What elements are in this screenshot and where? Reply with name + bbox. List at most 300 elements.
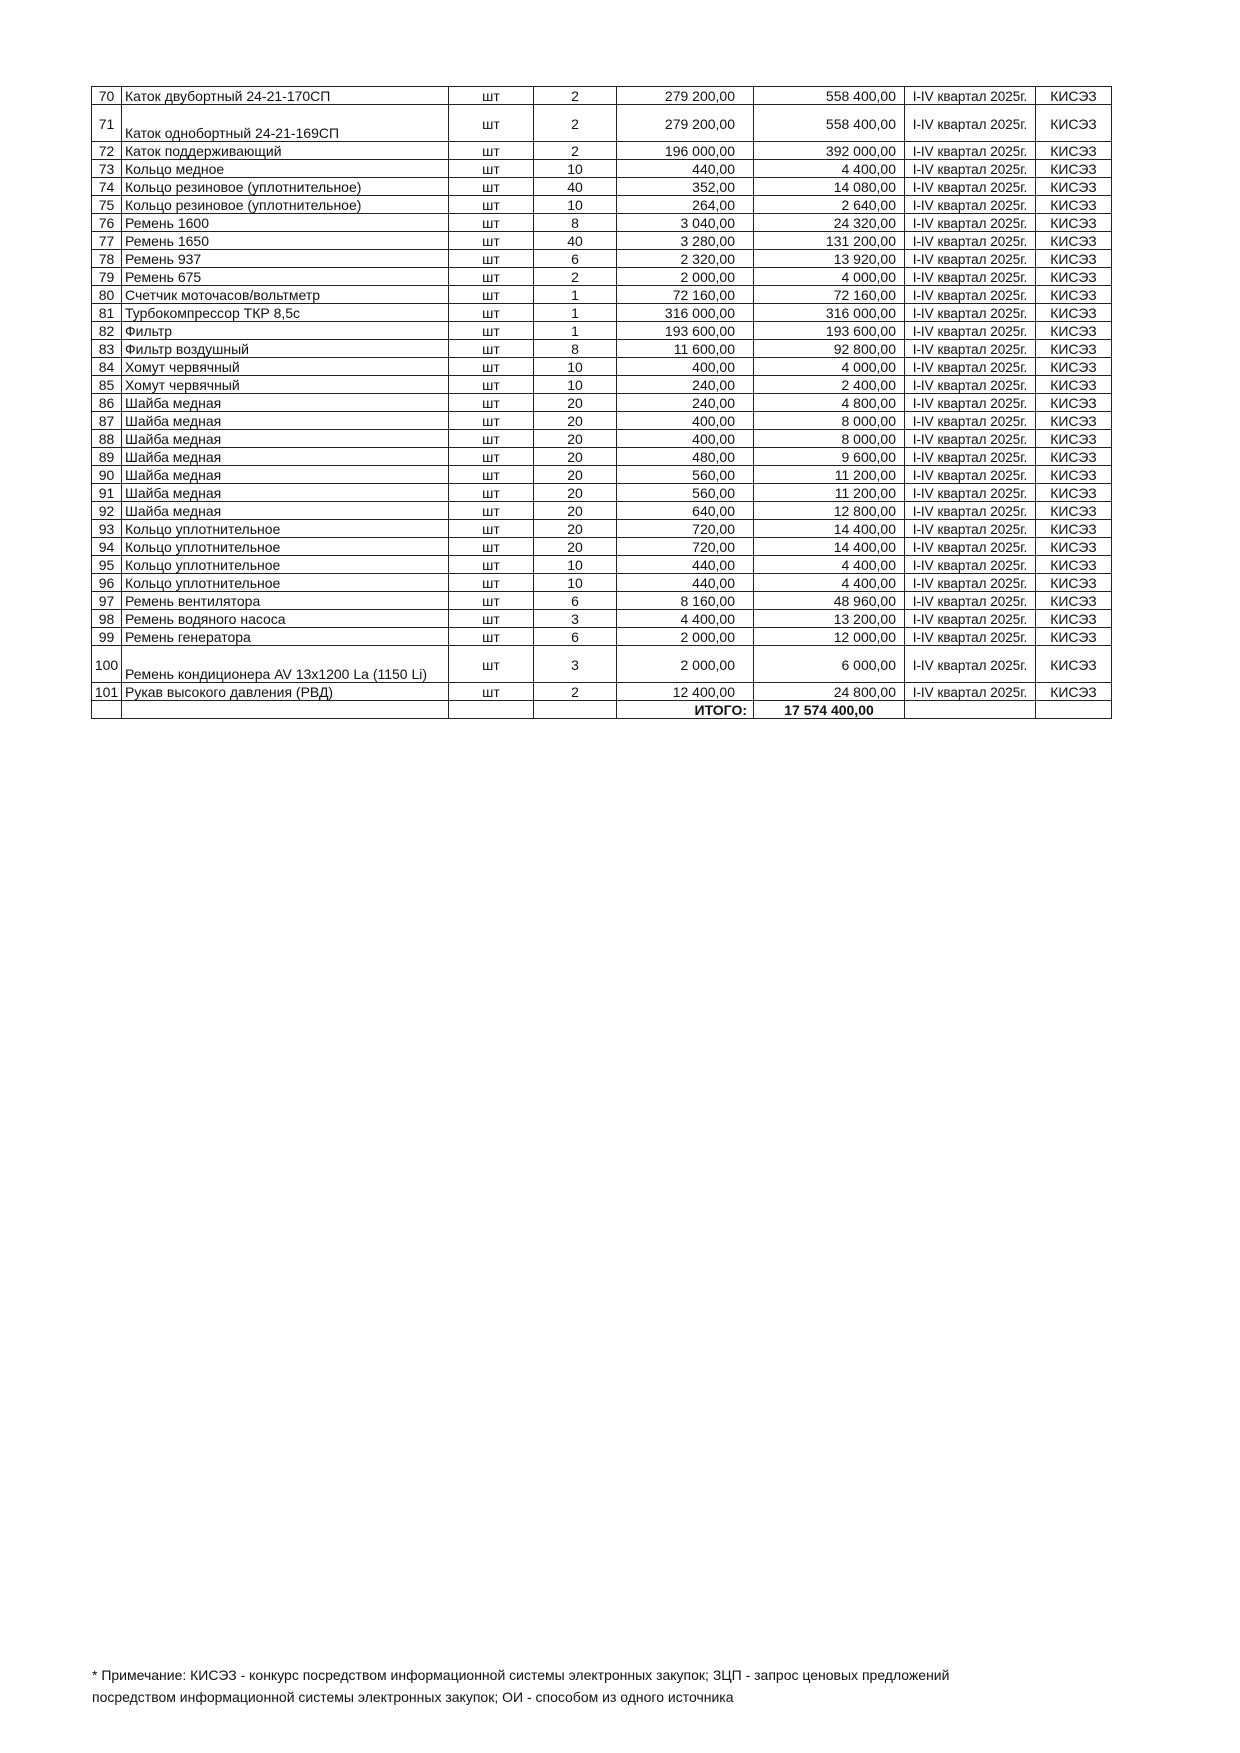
total-amount-cell: 193 600,00 xyxy=(754,322,905,340)
quantity-cell: 40 xyxy=(534,232,617,250)
table-row xyxy=(92,448,1112,466)
row-number-cell: 84 xyxy=(92,358,122,376)
procurement-method-cell: КИСЭЗ xyxy=(1036,502,1112,520)
item-name-cell: Шайба медная xyxy=(122,394,449,412)
table-row xyxy=(92,520,1112,538)
unit-cell: шт xyxy=(449,610,534,628)
table-row xyxy=(92,502,1112,520)
procurement-method-cell: КИСЭЗ xyxy=(1036,466,1112,484)
quantity-cell: 20 xyxy=(534,520,617,538)
item-name-cell: Фильтр xyxy=(122,322,449,340)
table-row xyxy=(92,628,1112,646)
row-number-cell: 83 xyxy=(92,340,122,358)
item-name-cell: Ремень 1650 xyxy=(122,232,449,250)
total-amount-cell: 14 080,00 xyxy=(754,178,905,196)
unit-price-cell: 400,00 xyxy=(617,430,754,448)
unit-price-cell: 196 000,00 xyxy=(617,142,754,160)
delivery-period-cell: I-IV квартал 2025г. xyxy=(905,394,1036,412)
table-row xyxy=(92,232,1112,250)
procurement-method-cell: КИСЭЗ xyxy=(1036,448,1112,466)
delivery-period-cell: I-IV квартал 2025г. xyxy=(905,592,1036,610)
quantity-cell: 1 xyxy=(534,304,617,322)
quantity-cell: 20 xyxy=(534,538,617,556)
row-number-cell: 82 xyxy=(92,322,122,340)
procurement-method-cell: КИСЭЗ xyxy=(1036,196,1112,214)
item-name-cell: Ремень 937 xyxy=(122,250,449,268)
unit-cell: шт xyxy=(449,628,534,646)
table-row xyxy=(92,250,1112,268)
item-name-cell: Кольцо резиновое (уплотнительное) xyxy=(122,196,449,214)
row-number-cell: 96 xyxy=(92,574,122,592)
quantity-cell: 2 xyxy=(534,142,617,160)
item-name-cell: Ремень 1600 xyxy=(122,214,449,232)
item-name-cell: Шайба медная xyxy=(122,430,449,448)
procurement-method-cell: КИСЭЗ xyxy=(1036,232,1112,250)
procurement-method-cell: КИСЭЗ xyxy=(1036,592,1112,610)
unit-price-cell: 440,00 xyxy=(617,160,754,178)
unit-cell: шт xyxy=(449,592,534,610)
total-amount-cell: 4 400,00 xyxy=(754,160,905,178)
quantity-cell: 8 xyxy=(534,340,617,358)
delivery-period-cell: I-IV квартал 2025г. xyxy=(905,646,1036,683)
total-amount-cell: 558 400,00 xyxy=(754,105,905,142)
procurement-method-cell: КИСЭЗ xyxy=(1036,250,1112,268)
procurement-method-cell: КИСЭЗ xyxy=(1036,628,1112,646)
row-number-cell: 92 xyxy=(92,502,122,520)
row-number-cell: 75 xyxy=(92,196,122,214)
unit-price-cell: 316 000,00 xyxy=(617,304,754,322)
unit-cell: шт xyxy=(449,376,534,394)
total-amount-cell: 392 000,00 xyxy=(754,142,905,160)
item-name-cell: Хомут червячный xyxy=(122,376,449,394)
unit-cell: шт xyxy=(449,196,534,214)
total-amount-cell: 13 920,00 xyxy=(754,250,905,268)
item-name-cell: Хомут червячный xyxy=(122,358,449,376)
procurement-method-cell: КИСЭЗ xyxy=(1036,683,1112,701)
row-number-cell: 74 xyxy=(92,178,122,196)
unit-price-cell: 720,00 xyxy=(617,538,754,556)
table-row xyxy=(92,304,1112,322)
unit-cell: шт xyxy=(449,448,534,466)
unit-price-cell: 2 320,00 xyxy=(617,250,754,268)
unit-cell: шт xyxy=(449,520,534,538)
unit-cell: шт xyxy=(449,430,534,448)
delivery-period-cell: I-IV квартал 2025г. xyxy=(905,105,1036,142)
total-amount-cell: 4 800,00 xyxy=(754,394,905,412)
unit-price-cell: 3 280,00 xyxy=(617,232,754,250)
table-row xyxy=(92,466,1112,484)
row-number-cell: 70 xyxy=(92,87,122,105)
table-row xyxy=(92,178,1112,196)
quantity-cell: 10 xyxy=(534,358,617,376)
item-name-cell: Кольцо медное xyxy=(122,160,449,178)
unit-price-cell: 2 000,00 xyxy=(617,268,754,286)
table-row xyxy=(92,574,1112,592)
row-number-cell: 72 xyxy=(92,142,122,160)
table-row xyxy=(92,683,1112,701)
unit-cell: шт xyxy=(449,683,534,701)
procurement-method-cell: КИСЭЗ xyxy=(1036,304,1112,322)
total-amount-cell: 2 400,00 xyxy=(754,376,905,394)
delivery-period-cell: I-IV квартал 2025г. xyxy=(905,214,1036,232)
delivery-period-cell: I-IV квартал 2025г. xyxy=(905,556,1036,574)
table-row xyxy=(92,142,1112,160)
delivery-period-cell: I-IV квартал 2025г. xyxy=(905,448,1036,466)
unit-price-cell: 440,00 xyxy=(617,574,754,592)
unit-price-cell: 2 000,00 xyxy=(617,628,754,646)
total-amount-cell: 24 320,00 xyxy=(754,214,905,232)
delivery-period-cell: I-IV квартал 2025г. xyxy=(905,196,1036,214)
quantity-cell: 20 xyxy=(534,412,617,430)
row-number-cell: 91 xyxy=(92,484,122,502)
unit-cell: шт xyxy=(449,232,534,250)
unit-cell: шт xyxy=(449,304,534,322)
table-row xyxy=(92,340,1112,358)
item-name-cell: Кольцо уплотнительное xyxy=(122,556,449,574)
total-amount-cell: 92 800,00 xyxy=(754,340,905,358)
unit-cell: шт xyxy=(449,142,534,160)
blank-cell xyxy=(122,701,449,719)
item-name-cell: Шайба медная xyxy=(122,412,449,430)
quantity-cell: 8 xyxy=(534,214,617,232)
blank-cell xyxy=(905,701,1036,719)
delivery-period-cell: I-IV квартал 2025г. xyxy=(905,683,1036,701)
quantity-cell: 10 xyxy=(534,196,617,214)
quantity-cell: 3 xyxy=(534,610,617,628)
unit-price-cell: 3 040,00 xyxy=(617,214,754,232)
table-row xyxy=(92,538,1112,556)
item-name-cell: Шайба медная xyxy=(122,502,449,520)
row-number-cell: 89 xyxy=(92,448,122,466)
quantity-cell: 10 xyxy=(534,160,617,178)
item-name-cell: Шайба медная xyxy=(122,484,449,502)
item-name-cell: Счетчик моточасов/вольтметр xyxy=(122,286,449,304)
quantity-cell: 20 xyxy=(534,502,617,520)
delivery-period-cell: I-IV квартал 2025г. xyxy=(905,502,1036,520)
table-row xyxy=(92,105,1112,142)
unit-cell: шт xyxy=(449,538,534,556)
delivery-period-cell: I-IV квартал 2025г. xyxy=(905,430,1036,448)
total-amount-cell: 24 800,00 xyxy=(754,683,905,701)
total-amount-cell: 11 200,00 xyxy=(754,484,905,502)
unit-price-cell: 12 400,00 xyxy=(617,683,754,701)
unit-price-cell: 264,00 xyxy=(617,196,754,214)
total-amount-cell: 316 000,00 xyxy=(754,304,905,322)
quantity-cell: 10 xyxy=(534,556,617,574)
unit-cell: шт xyxy=(449,646,534,683)
delivery-period-cell: I-IV квартал 2025г. xyxy=(905,520,1036,538)
unit-price-cell: 240,00 xyxy=(617,394,754,412)
delivery-period-cell: I-IV квартал 2025г. xyxy=(905,142,1036,160)
table-row xyxy=(92,556,1112,574)
row-number-cell: 95 xyxy=(92,556,122,574)
table-row xyxy=(92,286,1112,304)
item-name-cell: Рукав высокого давления (РВД) xyxy=(122,683,449,701)
unit-price-cell: 279 200,00 xyxy=(617,105,754,142)
item-name-cell: Кольцо уплотнительное xyxy=(122,574,449,592)
row-number-cell: 100 xyxy=(92,646,122,683)
delivery-period-cell: I-IV квартал 2025г. xyxy=(905,322,1036,340)
total-value: 17 574 400,00 xyxy=(754,701,905,719)
row-number-cell: 77 xyxy=(92,232,122,250)
table-row xyxy=(92,592,1112,610)
procurement-method-cell: КИСЭЗ xyxy=(1036,214,1112,232)
quantity-cell: 2 xyxy=(534,105,617,142)
unit-price-cell: 240,00 xyxy=(617,376,754,394)
unit-price-cell: 279 200,00 xyxy=(617,87,754,105)
procurement-method-cell: КИСЭЗ xyxy=(1036,394,1112,412)
row-number-cell: 80 xyxy=(92,286,122,304)
table-row xyxy=(92,196,1112,214)
unit-cell: шт xyxy=(449,340,534,358)
delivery-period-cell: I-IV квартал 2025г. xyxy=(905,538,1036,556)
row-number-cell: 88 xyxy=(92,430,122,448)
unit-cell: шт xyxy=(449,394,534,412)
item-name-cell: Ремень кондиционера AV 13x1200 La (1150 Li) xyxy=(122,646,449,683)
table-row xyxy=(92,646,1112,683)
item-name-cell: Шайба медная xyxy=(122,448,449,466)
quantity-cell: 20 xyxy=(534,466,617,484)
procurement-method-cell: КИСЭЗ xyxy=(1036,484,1112,502)
procurement-method-cell: КИСЭЗ xyxy=(1036,556,1112,574)
delivery-period-cell: I-IV квартал 2025г. xyxy=(905,232,1036,250)
row-number-cell: 99 xyxy=(92,628,122,646)
procurement-method-cell: КИСЭЗ xyxy=(1036,340,1112,358)
quantity-cell: 20 xyxy=(534,448,617,466)
delivery-period-cell: I-IV квартал 2025г. xyxy=(905,628,1036,646)
total-amount-cell: 4 000,00 xyxy=(754,268,905,286)
item-name-cell: Ремень вентилятора xyxy=(122,592,449,610)
row-number-cell: 78 xyxy=(92,250,122,268)
row-number-cell: 79 xyxy=(92,268,122,286)
procurement-method-cell: КИСЭЗ xyxy=(1036,286,1112,304)
total-amount-cell: 14 400,00 xyxy=(754,520,905,538)
procurement-method-cell: КИСЭЗ xyxy=(1036,610,1112,628)
unit-cell: шт xyxy=(449,214,534,232)
table-row xyxy=(92,87,1112,105)
unit-price-cell: 720,00 xyxy=(617,520,754,538)
item-name-cell: Кольцо резиновое (уплотнительное) xyxy=(122,178,449,196)
row-number-cell: 86 xyxy=(92,394,122,412)
total-amount-cell: 12 000,00 xyxy=(754,628,905,646)
total-amount-cell: 8 000,00 xyxy=(754,430,905,448)
blank-cell xyxy=(92,701,122,719)
row-number-cell: 73 xyxy=(92,160,122,178)
total-amount-cell: 8 000,00 xyxy=(754,412,905,430)
footnote xyxy=(92,1664,1152,1708)
unit-cell: шт xyxy=(449,466,534,484)
procurement-method-cell: КИСЭЗ xyxy=(1036,538,1112,556)
quantity-cell: 3 xyxy=(534,646,617,683)
quantity-cell: 6 xyxy=(534,592,617,610)
blank-cell xyxy=(534,701,617,719)
unit-price-cell: 11 600,00 xyxy=(617,340,754,358)
footnote-line-1: * Примечание: КИСЭЗ - конкурс посредством информационной системы электронных закупок; ЗЦП - запрос ценовых предложений xyxy=(92,1667,950,1683)
total-amount-cell: 4 400,00 xyxy=(754,556,905,574)
table-row xyxy=(92,430,1112,448)
unit-price-cell: 2 000,00 xyxy=(617,646,754,683)
total-amount-cell: 4 400,00 xyxy=(754,574,905,592)
item-name-cell: Кольцо уплотнительное xyxy=(122,538,449,556)
procurement-method-cell: КИСЭЗ xyxy=(1036,520,1112,538)
procurement-method-cell: КИСЭЗ xyxy=(1036,142,1112,160)
quantity-cell: 2 xyxy=(534,683,617,701)
total-amount-cell: 558 400,00 xyxy=(754,87,905,105)
unit-cell: шт xyxy=(449,412,534,430)
items-table xyxy=(91,86,1112,719)
item-name-cell: Ремень водяного насоса xyxy=(122,610,449,628)
unit-cell: шт xyxy=(449,268,534,286)
procurement-method-cell: КИСЭЗ xyxy=(1036,376,1112,394)
quantity-cell: 1 xyxy=(534,322,617,340)
table-row xyxy=(92,610,1112,628)
unit-price-cell: 440,00 xyxy=(617,556,754,574)
total-amount-cell: 48 960,00 xyxy=(754,592,905,610)
unit-cell: шт xyxy=(449,322,534,340)
procurement-method-cell: КИСЭЗ xyxy=(1036,646,1112,683)
delivery-period-cell: I-IV квартал 2025г. xyxy=(905,286,1036,304)
procurement-method-cell: КИСЭЗ xyxy=(1036,358,1112,376)
footnote-line-2: посредством информационной системы электронных закупок; ОИ - способом из одного источника xyxy=(92,1689,734,1705)
table-row xyxy=(92,376,1112,394)
delivery-period-cell: I-IV квартал 2025г. xyxy=(905,574,1036,592)
row-number-cell: 71 xyxy=(92,105,122,142)
quantity-cell: 20 xyxy=(534,394,617,412)
item-name-cell: Шайба медная xyxy=(122,466,449,484)
procurement-method-cell: КИСЭЗ xyxy=(1036,412,1112,430)
row-number-cell: 94 xyxy=(92,538,122,556)
delivery-period-cell: I-IV квартал 2025г. xyxy=(905,484,1036,502)
unit-cell: шт xyxy=(449,250,534,268)
unit-price-cell: 352,00 xyxy=(617,178,754,196)
table-row xyxy=(92,322,1112,340)
unit-price-cell: 193 600,00 xyxy=(617,322,754,340)
quantity-cell: 40 xyxy=(534,178,617,196)
delivery-period-cell: I-IV квартал 2025г. xyxy=(905,268,1036,286)
quantity-cell: 2 xyxy=(534,268,617,286)
total-amount-cell: 11 200,00 xyxy=(754,466,905,484)
table-row xyxy=(92,268,1112,286)
total-row xyxy=(92,701,1112,719)
total-amount-cell: 13 200,00 xyxy=(754,610,905,628)
procurement-method-cell: КИСЭЗ xyxy=(1036,268,1112,286)
row-number-cell: 90 xyxy=(92,466,122,484)
unit-cell: шт xyxy=(449,160,534,178)
table-row xyxy=(92,358,1112,376)
unit-price-cell: 560,00 xyxy=(617,466,754,484)
total-amount-cell: 4 000,00 xyxy=(754,358,905,376)
quantity-cell: 1 xyxy=(534,286,617,304)
row-number-cell: 98 xyxy=(92,610,122,628)
delivery-period-cell: I-IV квартал 2025г. xyxy=(905,160,1036,178)
item-name-cell: Каток однобортный 24-21-169СП xyxy=(122,105,449,142)
blank-cell xyxy=(1036,701,1112,719)
unit-cell: шт xyxy=(449,502,534,520)
procurement-method-cell: КИСЭЗ xyxy=(1036,430,1112,448)
procurement-method-cell: КИСЭЗ xyxy=(1036,322,1112,340)
unit-price-cell: 4 400,00 xyxy=(617,610,754,628)
quantity-cell: 6 xyxy=(534,628,617,646)
row-number-cell: 101 xyxy=(92,683,122,701)
total-amount-cell: 9 600,00 xyxy=(754,448,905,466)
delivery-period-cell: I-IV квартал 2025г. xyxy=(905,250,1036,268)
quantity-cell: 2 xyxy=(534,87,617,105)
table-row xyxy=(92,214,1112,232)
item-name-cell: Ремень генератора xyxy=(122,628,449,646)
unit-price-cell: 8 160,00 xyxy=(617,592,754,610)
table-row xyxy=(92,484,1112,502)
unit-cell: шт xyxy=(449,105,534,142)
delivery-period-cell: I-IV квартал 2025г. xyxy=(905,412,1036,430)
quantity-cell: 20 xyxy=(534,430,617,448)
delivery-period-cell: I-IV квартал 2025г. xyxy=(905,358,1036,376)
total-amount-cell: 131 200,00 xyxy=(754,232,905,250)
delivery-period-cell: I-IV квартал 2025г. xyxy=(905,87,1036,105)
procurement-method-cell: КИСЭЗ xyxy=(1036,105,1112,142)
delivery-period-cell: I-IV квартал 2025г. xyxy=(905,178,1036,196)
unit-price-cell: 560,00 xyxy=(617,484,754,502)
unit-cell: шт xyxy=(449,574,534,592)
procurement-method-cell: КИСЭЗ xyxy=(1036,160,1112,178)
delivery-period-cell: I-IV квартал 2025г. xyxy=(905,466,1036,484)
item-name-cell: Каток двубортный 24-21-170СП xyxy=(122,87,449,105)
unit-cell: шт xyxy=(449,556,534,574)
quantity-cell: 6 xyxy=(534,250,617,268)
delivery-period-cell: I-IV квартал 2025г. xyxy=(905,376,1036,394)
unit-price-cell: 640,00 xyxy=(617,502,754,520)
row-number-cell: 81 xyxy=(92,304,122,322)
quantity-cell: 10 xyxy=(534,376,617,394)
items-table-body xyxy=(92,87,1112,719)
unit-cell: шт xyxy=(449,87,534,105)
item-name-cell: Ремень 675 xyxy=(122,268,449,286)
unit-price-cell: 72 160,00 xyxy=(617,286,754,304)
total-amount-cell: 14 400,00 xyxy=(754,538,905,556)
unit-price-cell: 400,00 xyxy=(617,412,754,430)
unit-cell: шт xyxy=(449,358,534,376)
row-number-cell: 76 xyxy=(92,214,122,232)
item-name-cell: Фильтр воздушный xyxy=(122,340,449,358)
row-number-cell: 85 xyxy=(92,376,122,394)
procurement-method-cell: КИСЭЗ xyxy=(1036,87,1112,105)
row-number-cell: 93 xyxy=(92,520,122,538)
unit-price-cell: 480,00 xyxy=(617,448,754,466)
item-name-cell: Кольцо уплотнительное xyxy=(122,520,449,538)
item-name-cell: Турбокомпрессор ТКР 8,5с xyxy=(122,304,449,322)
delivery-period-cell: I-IV квартал 2025г. xyxy=(905,610,1036,628)
table-row xyxy=(92,412,1112,430)
unit-price-cell: 400,00 xyxy=(617,358,754,376)
item-name-cell: Каток поддерживающий xyxy=(122,142,449,160)
total-amount-cell: 12 800,00 xyxy=(754,502,905,520)
row-number-cell: 87 xyxy=(92,412,122,430)
quantity-cell: 20 xyxy=(534,484,617,502)
unit-cell: шт xyxy=(449,286,534,304)
unit-cell: шт xyxy=(449,178,534,196)
quantity-cell: 10 xyxy=(534,574,617,592)
procurement-method-cell: КИСЭЗ xyxy=(1036,178,1112,196)
blank-cell xyxy=(449,701,534,719)
unit-cell: шт xyxy=(449,484,534,502)
procurement-method-cell: КИСЭЗ xyxy=(1036,574,1112,592)
total-amount-cell: 2 640,00 xyxy=(754,196,905,214)
row-number-cell: 97 xyxy=(92,592,122,610)
total-amount-cell: 6 000,00 xyxy=(754,646,905,683)
delivery-period-cell: I-IV квартал 2025г. xyxy=(905,340,1036,358)
table-row xyxy=(92,160,1112,178)
delivery-period-cell: I-IV квартал 2025г. xyxy=(905,304,1036,322)
total-label: ИТОГО: xyxy=(617,701,754,719)
